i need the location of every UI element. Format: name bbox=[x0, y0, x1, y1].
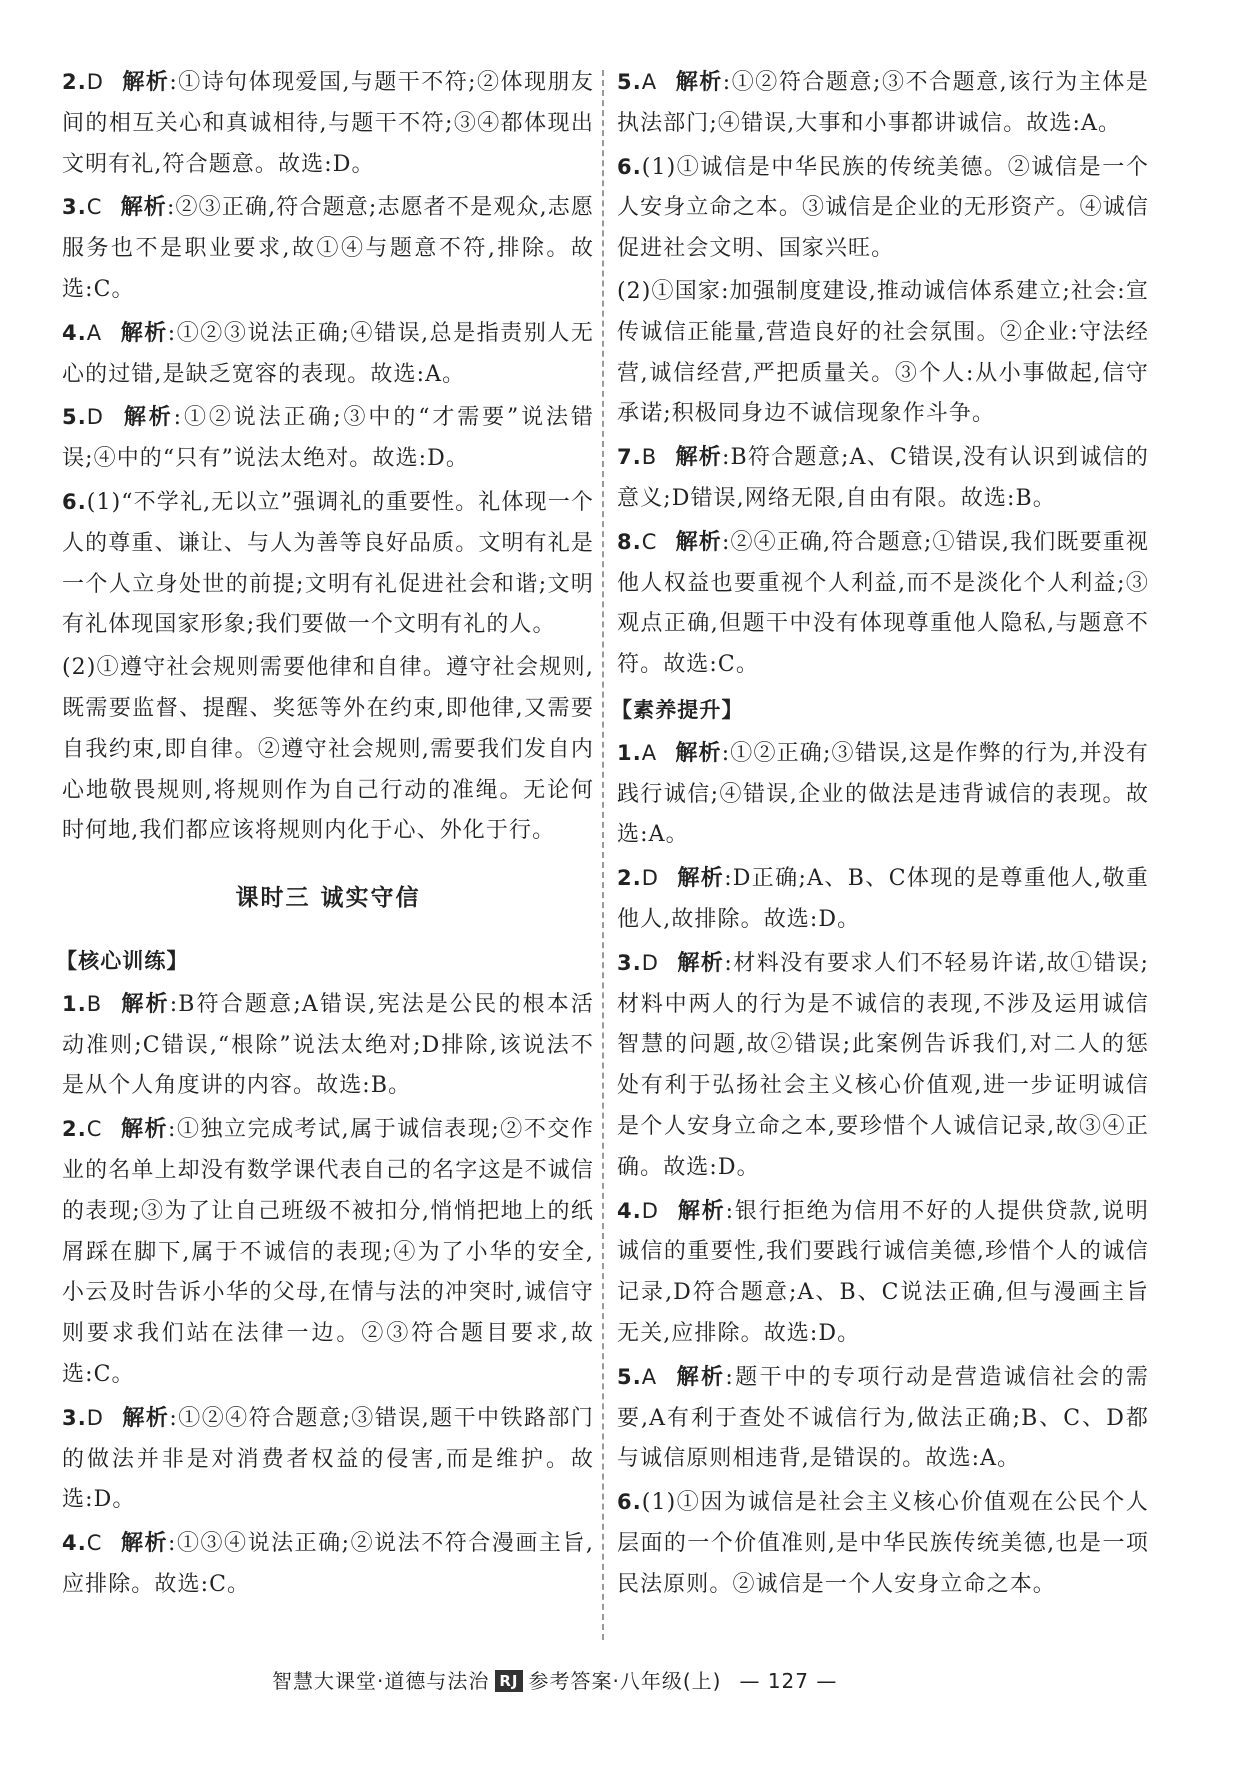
item-number: 8. bbox=[617, 529, 642, 554]
page-number: — 127 — bbox=[739, 1669, 838, 1693]
item-answer: D bbox=[641, 866, 660, 891]
item-answer: C bbox=[86, 1117, 103, 1142]
item-answer: D bbox=[86, 405, 105, 430]
analysis-label: 解析 bbox=[120, 195, 167, 221]
analysis-text: :②③正确,符合题意;志愿者不是观众,志愿服务也不是职业要求,故①④与题意不符,排除。故选:C。 bbox=[62, 195, 594, 302]
analysis-label: 解析 bbox=[675, 529, 722, 555]
item-answer: C bbox=[86, 1531, 103, 1556]
analysis-text: :B符合题意;A错误,宪法是公民的根本活动准则;C错误,“根除”说法太绝对;D排除,该说法不是从个人角度讲的内容。故选:B。 bbox=[62, 991, 595, 1099]
answer-item bbox=[62, 1523, 594, 1606]
analysis-label: 解析 bbox=[675, 445, 723, 471]
item-number: 7. bbox=[617, 445, 642, 470]
item-number: 5. bbox=[62, 405, 87, 430]
analysis-text: :①独立完成考试,属于诚信表现;②不交作业的名单上却没有数学课代表自己的名字这是不诚信的表现;③为了让自己班级不被扣分,悄悄把地上的纸屑踩在脚下,属于不诚信的表现;④为了小华的安全,小云及时告诉小华的父母,在情与法的冲突时,诚信守则要求我们站在法律一边。②③符合题目要求,故选:C。 bbox=[62, 1117, 594, 1387]
analysis-label: 解析 bbox=[120, 991, 170, 1017]
column-divider bbox=[602, 70, 604, 1640]
footer-dot-2: · bbox=[612, 1669, 620, 1693]
answer-item bbox=[62, 1398, 594, 1521]
analysis-text: :①②说法正确;③中的“才需要”说法错误;④中的“只有”说法太绝对。故选:D。 bbox=[62, 405, 594, 472]
analysis-label: 解析 bbox=[122, 405, 174, 431]
analysis-label: 解析 bbox=[122, 70, 170, 95]
lesson-title: 课时三 诚实守信 bbox=[235, 885, 421, 912]
analysis-label: 解析 bbox=[122, 1405, 170, 1431]
analysis-text: :材料没有要求人们不轻易许诺,故①错误;材料中两人的行为是不诚信的表现,不涉及运用诚信智慧的问题,故②错误;此案例告诉我们,对二人的惩处有利于弘扬社会主义核心价值观,进一步证明诚信是个人安身立命之本,要珍惜个人诚信记录,故③④正确。故选:D。 bbox=[617, 950, 1149, 1180]
item-answer: D bbox=[641, 950, 660, 975]
answer-item bbox=[617, 1191, 1149, 1355]
analysis-text: :②④正确,符合题意;①错误,我们既要重视他人权益也要重视个人利益,而不是淡化个人利益;③观点正确,但题干中没有体现尊重他人隐私,与题意不符。故选:C。 bbox=[617, 529, 1149, 678]
analysis-text: :①诗句体现爱国,与题干不符;②体现朋友间的相互关心和真诚相待,与题干不符;③④都体现出文明有礼,符合题意。故选:D。 bbox=[62, 70, 594, 177]
analysis-text: :①③④说法正确;②说法不符合漫画主旨,应排除。故选:C。 bbox=[62, 1531, 594, 1597]
item-answer: B bbox=[641, 445, 658, 470]
item-answer: A bbox=[641, 1364, 658, 1389]
item6b-text: (1)①因为诚信是社会主义核心价值观在公民个人层面的一个价值准则,是中华民族传统美德,也是一项民法原则。②诚信是一个人安身立命之本。 bbox=[617, 1490, 1149, 1597]
answer-item bbox=[617, 522, 1149, 686]
edition-badge: RJ bbox=[495, 1670, 522, 1692]
item-answer: D bbox=[641, 1198, 660, 1223]
item-number: 2. bbox=[617, 866, 642, 891]
answer-item bbox=[62, 313, 594, 396]
answer-item-6b: 6.(1)①因为诚信是社会主义核心价值观在公民个人层面的一个价值准则,是中华民族传统美德,也是一项民法原则。②诚信是一个人安身立命之本。 bbox=[617, 1490, 1149, 1597]
analysis-text: :①②正确;③错误,这是作弊的行为,并没有践行诚信;④错误,企业的做法是违背诚信的表现。故选:A。 bbox=[617, 740, 1149, 848]
answer-item bbox=[62, 397, 594, 480]
analysis-label: 解析 bbox=[677, 866, 725, 892]
answer-item bbox=[617, 437, 1149, 520]
item6-part1: (1)①诚信是中华民族的传统美德。②诚信是一个人安身立命之本。③诚信是企业的无形资产。④诚信促进社会文明、国家兴旺。 bbox=[617, 154, 1149, 262]
section-heading-core: 【核心训练】 bbox=[56, 948, 189, 973]
right-column bbox=[611, 62, 1150, 1607]
analysis-text: :B符合题意;A、C错误,没有认识到诚信的意义;D错误,网络无限,自由有限。故选:B。 bbox=[617, 445, 1150, 511]
item-answer: D bbox=[86, 1405, 105, 1430]
item-number: 2. bbox=[62, 1117, 87, 1142]
item-answer: C bbox=[86, 195, 103, 220]
page-footer bbox=[272, 1665, 837, 1694]
item-number: 3. bbox=[617, 950, 642, 975]
left-column bbox=[56, 62, 595, 1608]
analysis-text: :①②③说法正确;④错误,总是指责别人无心的过错,是缺乏宽容的表现。故选:A。 bbox=[62, 320, 594, 387]
analysis-text: :银行拒绝为信用不好的人提供贷款,说明诚信的重要性,我们要践行诚信美德,珍惜个人的诚信记录,D符合题意;A、B、C说法正确,但与漫画主旨无关,应排除。故选:D。 bbox=[617, 1198, 1149, 1346]
item-answer: A bbox=[86, 320, 103, 345]
footer-grade: 八年级(上) bbox=[619, 1669, 722, 1693]
footer-subject: 道德与法治 bbox=[384, 1669, 490, 1693]
item-number: 4. bbox=[62, 320, 87, 345]
answer-item bbox=[62, 187, 594, 310]
analysis-label: 解析 bbox=[120, 1117, 169, 1143]
item-answer: D bbox=[86, 70, 105, 94]
item-answer: C bbox=[641, 529, 658, 554]
item-number: 2. bbox=[62, 70, 87, 94]
answer-item-6: 6.(1)“不学礼,无以立”强调礼的重要性。礼体现一个人的尊重、谦让、与人为善等良好品质。文明有礼是一个人立身处世的前提;文明有礼促进社会和谐;文明有礼体现国家形象;我们要做一个文明有礼的人。 bbox=[62, 489, 594, 638]
item6-part2: (2)①遵守社会规则需要他律和自律。遵守社会规则,既需要监督、提醒、奖惩等外在约束,即他律,又需要自我约束,即自律。②遵守社会规则,需要我们发自内心地敬畏规则,将规则作为自己行动的准绳。无论何时何地,我们都应该将规则内化于心、外化于行。 bbox=[62, 655, 594, 844]
analysis-label: 解析 bbox=[120, 320, 168, 346]
item6-part1: (1)“不学礼,无以立”强调礼的重要性。礼体现一个人的尊重、谦让、与人为善等良好品质。文明有礼是一个人立身处世的前提;文明有礼促进社会和谐;文明有礼体现国家形象;我们要做一个文明有礼的人。 bbox=[62, 489, 594, 638]
item-number: 4. bbox=[617, 1198, 642, 1223]
analysis-text: :D正确;A、B、C体现的是尊重他人,敬重他人,故排除。故选:D。 bbox=[617, 866, 1150, 932]
section-heading-improve: 【素养提升】 bbox=[611, 697, 744, 722]
answer-item bbox=[617, 1357, 1149, 1480]
item-number: 5. bbox=[617, 70, 642, 94]
answer-item bbox=[617, 62, 1149, 145]
answer-item bbox=[617, 858, 1149, 941]
analysis-text: :①②符合题意;③不合题意,该行为主体是执法部门;④错误,大事和小事都讲诚信。故选:A。 bbox=[617, 70, 1149, 136]
item-answer: B bbox=[86, 991, 103, 1016]
answer-item bbox=[62, 984, 594, 1107]
item-number: 3. bbox=[62, 195, 87, 220]
answer-item bbox=[62, 1109, 594, 1396]
analysis-label: 解析 bbox=[677, 1198, 726, 1224]
analysis-label: 解析 bbox=[677, 950, 725, 976]
item-number: 4. bbox=[62, 1531, 87, 1556]
answer-item-6: 6.(1)①诚信是中华民族的传统美德。②诚信是一个人安身立命之本。③诚信是企业的无形资产。④诚信促进社会文明、国家兴旺。 bbox=[617, 154, 1149, 262]
analysis-text: :题干中的专项行动是营造诚信社会的需要,A有利于查处不诚信行为,做法正确;B、C、D都与诚信原则相违背,是错误的。故选:A。 bbox=[617, 1364, 1150, 1472]
item-number: 1. bbox=[62, 991, 87, 1016]
footer-dot: · bbox=[377, 1669, 385, 1693]
analysis-label: 解析 bbox=[675, 740, 722, 766]
answer-item bbox=[62, 62, 594, 185]
answer-item bbox=[617, 943, 1149, 1189]
footer-brand: 智慧大课堂 bbox=[272, 1669, 377, 1693]
item-number: 3. bbox=[62, 1405, 87, 1430]
item-answer: A bbox=[641, 70, 658, 94]
item-number: 1. bbox=[617, 740, 642, 765]
footer-answer-label: 参考答案 bbox=[528, 1669, 613, 1693]
analysis-label: 解析 bbox=[675, 70, 723, 95]
analysis-text: :①②④符合题意;③错误,题干中铁路部门的做法并非是对消费者权益的侵害,而是维护。故选:D。 bbox=[62, 1405, 594, 1513]
analysis-label: 解析 bbox=[120, 1531, 169, 1557]
analysis-label: 解析 bbox=[675, 1364, 726, 1390]
answer-item bbox=[617, 733, 1149, 856]
item-number: 5. bbox=[617, 1364, 642, 1389]
item-answer: A bbox=[641, 740, 658, 765]
item6-part2: (2)①国家:加强制度建设,推动诚信体系建立;社会:宣传诚信正能量,营造良好的社会氛围。②企业:守法经营,诚信经营,严把质量关。③个人:从小事做起,信守承诺;积极同身边不诚信现象作斗争。 bbox=[617, 278, 1149, 427]
